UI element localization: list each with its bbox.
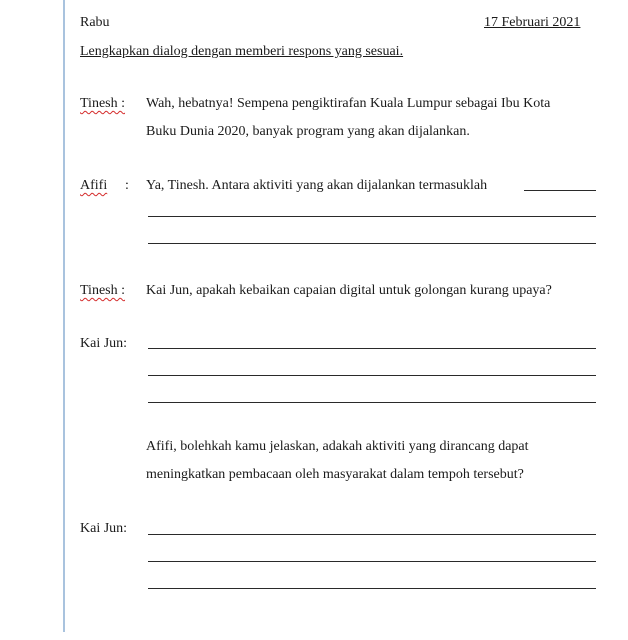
instruction-text: Lengkapkan dialog dengan memberi respons yang sesuai. [80,44,404,59]
page-margin-line [63,0,65,632]
speaker-kaijun-1: Kai Jun: [80,336,128,351]
answer-line[interactable] [148,534,596,535]
answer-line[interactable] [148,348,596,349]
answer-blank-inline[interactable] [524,190,596,191]
answer-line[interactable] [148,588,596,589]
answer-line[interactable] [148,402,596,403]
speaker-tinesh-1 [80,95,125,113]
dialog-tinesh-1-line1: Wah, hebatnya! Sempena pengiktirafan Kuala Lumpur sebagai Ibu Kota [146,96,551,111]
answer-line[interactable] [148,243,596,244]
dialog-tinesh-2-line1: Kai Jun, apakah kebaikan capaian digital untuk golongan kurang upaya? [146,283,552,298]
answer-line[interactable] [148,216,596,217]
answer-line[interactable] [148,375,596,376]
day-label: Rabu [80,15,110,30]
speaker-name: Tinesh : [80,283,126,298]
dialog-afifi-line1: Ya, Tinesh. Antara aktiviti yang akan dijalankan termasuklah [146,178,488,193]
speaker-tinesh-2 [80,282,125,300]
dialog-question-line1: Afifi, bolehkah kamu jelaskan, adakah aktiviti yang dirancang dapat [146,439,529,454]
speaker-afifi-colon: : [125,178,129,193]
speaker-kaijun-2: Kai Jun: [80,521,128,536]
answer-line[interactable] [148,561,596,562]
dialog-tinesh-1-line2: Buku Dunia 2020, banyak program yang akan dijalankan. [146,124,470,139]
date-label: 17 Februari 2021 [484,15,581,30]
dialog-question-line2: meningkatkan pembacaan oleh masyarakat dalam tempoh tersebut? [146,467,524,482]
speaker-name: Tinesh : [80,96,126,111]
speaker-afifi: Afifi [80,178,108,193]
